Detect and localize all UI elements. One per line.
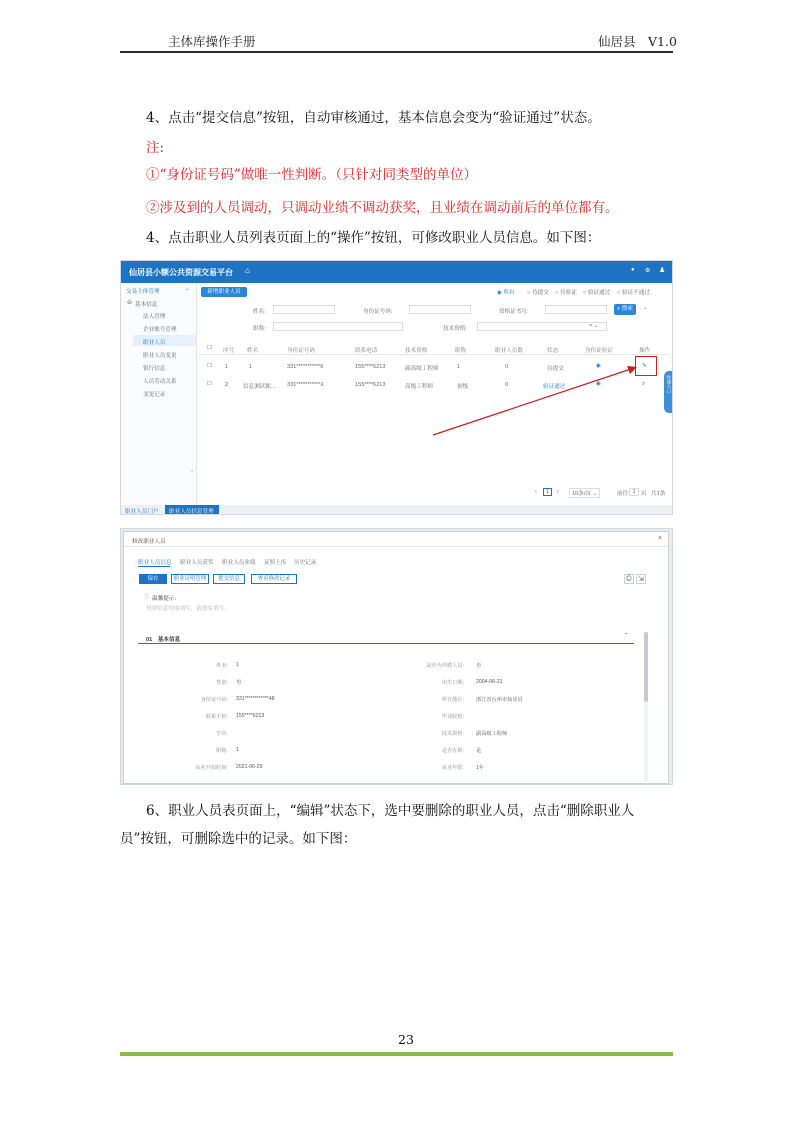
field-phone-value: 155****6213 — [236, 713, 265, 719]
field-education-label: 学历: — [216, 731, 228, 737]
verify-eye-icon[interactable]: ◉ — [596, 381, 601, 387]
app-title: 仙居县小额公共资源交易平台 — [129, 268, 233, 277]
page-unit: 页 — [641, 491, 647, 497]
filter-all-radio[interactable]: ◉ 所有 — [497, 290, 515, 296]
add-person-button[interactable]: 新增职业人员 — [201, 287, 247, 297]
filter-fail-radio[interactable]: ○ 验证不通过 — [617, 290, 650, 296]
pagination — [535, 488, 671, 499]
verify-eye-icon[interactable]: ◉ — [596, 363, 601, 369]
expand-chevron-icon[interactable]: ⌄ — [643, 305, 648, 311]
row-phone: 155****6213 — [355, 382, 386, 388]
tech-label: 技术资格: — [443, 326, 467, 332]
field-school-label: 毕业院校: — [441, 714, 464, 720]
field-birth-label: 出生日期: — [441, 680, 464, 686]
tab-person-manage-label: 职业人员信息管理 — [169, 509, 214, 515]
field-external-value: 否 — [476, 663, 482, 669]
header-version: 仙居县 V1.0 — [598, 34, 677, 49]
tip-text: 每项信息均需填写，请按实填写。 — [146, 606, 230, 612]
page-number: 23 — [398, 1032, 414, 1047]
field-title-value: 1 — [236, 747, 239, 753]
field-start-label: 从业开始时间: — [195, 765, 228, 771]
paragraph-delete-line2: 员”按钮，可删除选中的记录。如下图： — [120, 831, 357, 847]
col-status: 状态 — [547, 348, 559, 354]
tip-title: 温馨提示： — [152, 596, 180, 602]
name-label: 姓名: — [253, 309, 266, 315]
note-heading: 注: — [146, 140, 165, 156]
bell-icon[interactable]: ● — [631, 267, 635, 273]
bottom-tabbar — [121, 505, 673, 515]
collapse-handle-icon[interactable]: ◦ — [191, 469, 194, 475]
row-status: 验证通过 — [543, 384, 566, 390]
field-phone-label: 联系手机: — [205, 714, 228, 720]
save-button[interactable]: 保存 — [139, 574, 167, 584]
collapse-icon[interactable]: ⌃ — [624, 633, 629, 639]
tab-person-portal[interactable]: 职业人员门户 — [125, 509, 159, 515]
filter-fail-label: 验证不通过 — [621, 290, 650, 296]
per-page-label: 10条/页 — [572, 491, 591, 497]
field-gender-label: 性别: — [216, 680, 228, 686]
view-icon[interactable]: ⌕ — [642, 381, 646, 387]
field-external-label: 是否为外聘人员: — [426, 663, 464, 669]
edit-dialog — [123, 531, 669, 784]
header-title: 主体库操作手册 — [168, 34, 256, 49]
search-button[interactable]: ⌕ 搜索 — [614, 304, 636, 315]
row-checkbox[interactable]: ☐ — [207, 363, 213, 369]
sidebar-item-bank[interactable]: 银行信息 — [143, 366, 166, 372]
id-label: 身份证号码: — [363, 309, 393, 315]
row-idcard: 331***********X — [287, 382, 325, 388]
note-item-1: ①“身份证号码”做唯一性判断。（只针对同类型的单位） — [146, 167, 478, 183]
col-count: 职业人员数 — [495, 348, 523, 354]
group-icon: ⊖ — [127, 300, 133, 306]
field-region-label: 所在地区: — [441, 697, 464, 703]
goto-input[interactable]: 1 — [629, 488, 639, 496]
qual-label: 资格证书号: — [499, 309, 529, 315]
tab-performance[interactable]: 职业人员业绩 — [222, 560, 256, 566]
paragraph-submit: 4、点击“提交信息”按钮，自动审核通过，基本信息会变为“验证通过”状态。 — [146, 110, 601, 126]
filter-all-label: 所有 — [503, 290, 515, 296]
row-count: 0 — [505, 364, 509, 370]
screenshot-person-list — [120, 260, 673, 515]
sidebar-item-change[interactable]: 职业人员变更 — [143, 353, 177, 359]
tab-person-manage[interactable] — [165, 505, 219, 515]
quick-entry-label: 快速入口 — [666, 375, 672, 394]
search-button-label: 搜索 — [621, 306, 633, 312]
row-count: 0 — [505, 382, 509, 388]
note-item-2: ②涉及到的人员调动，只调动业绩不调动获奖，且业绩在调动前后的单位都有。 — [146, 200, 619, 216]
filter-draft-label: 待提交 — [531, 290, 549, 296]
col-title: 职称 — [455, 348, 467, 354]
row-tech: 副高级工程师 — [405, 366, 439, 372]
tip-bulb-icon: ♡ — [144, 594, 150, 600]
edit-icon[interactable]: ✎ — [642, 363, 647, 369]
field-title-label: 职称: — [216, 748, 228, 754]
certificate-manage-button[interactable]: 职业证明管理 — [171, 574, 209, 584]
clear-icon[interactable]: × ⌄ — [589, 323, 599, 329]
row-idcard: 331***********6 — [287, 364, 324, 370]
sidebar-item-record[interactable]: 变更记录 — [143, 392, 166, 398]
sidebar-item-legal[interactable]: 法人管理 — [143, 314, 166, 320]
field-years-value: 1年 — [476, 765, 485, 771]
settings-icon[interactable]: ⚙ — [645, 268, 651, 274]
per-page-select[interactable]: 10条/页 ⌄ — [569, 488, 600, 498]
field-idcard-value: 331************48 — [236, 696, 275, 702]
row-phone: 155****6213 — [355, 364, 386, 370]
tab-history[interactable]: 历史记录 — [294, 560, 317, 566]
row-title: 初级 — [457, 384, 469, 390]
paragraph-delete-line1: 6、职业人员表页面上，“编辑”状态下，选中要删除的职业人员，点击“删除职业人 — [146, 803, 635, 819]
field-idcard-label: 身份证号码: — [200, 697, 228, 703]
page-number[interactable]: 1 — [543, 488, 552, 496]
col-phone: 联系电话 — [355, 348, 378, 354]
col-idcard: 身份证号码 — [287, 348, 315, 354]
submit-info-button[interactable]: 提交信息 — [213, 574, 245, 584]
field-name-label: 姓名: — [216, 663, 228, 669]
row-index: 2 — [225, 382, 229, 388]
footer-rule — [120, 1052, 673, 1056]
filter-pending-label: 待验证 — [559, 290, 577, 296]
active-tab-underline — [138, 566, 170, 567]
field-employed-value: 是 — [476, 748, 482, 754]
screenshot-edit-dialog — [120, 528, 673, 785]
field-region-value: 浙江省台州市仙居县 — [476, 697, 523, 703]
col-name: 姓名 — [247, 348, 259, 354]
col-action: 操作 — [639, 348, 651, 354]
select-all-checkbox[interactable]: ☐ — [207, 345, 213, 351]
field-employed-label: 是否在职: — [441, 748, 464, 754]
dialog-title: 修改职业人员 — [132, 539, 166, 545]
field-birth-value: 2004-06-21 — [476, 679, 503, 685]
close-icon[interactable]: × — [658, 535, 663, 542]
chevron-down-icon: ⌄ — [185, 286, 190, 292]
row-checkbox[interactable]: ☐ — [207, 381, 213, 387]
sidebar-item-labor[interactable]: 人员劳动关系 — [143, 379, 177, 385]
prev-page-icon[interactable]: ‹ — [535, 489, 537, 495]
quick-entry-tab[interactable] — [664, 371, 673, 413]
filter-pending-radio[interactable]: ○ 待验证 — [555, 290, 577, 296]
print-icon[interactable]: ⎙ — [626, 575, 632, 582]
col-tech: 技术资格 — [405, 348, 428, 354]
total-count: 共1条 — [651, 491, 666, 497]
sidebar-item-person[interactable]: 职业人员 — [143, 340, 166, 346]
field-start-value: 2021-06-29 — [236, 764, 263, 770]
row-title: 1 — [457, 364, 461, 370]
row-tech: 高级工程师 — [405, 384, 433, 390]
field-tech-label: 技术资格: — [441, 731, 464, 737]
scrollbar-thumb[interactable] — [644, 632, 648, 702]
next-page-icon[interactable]: › — [557, 489, 559, 495]
col-index: 序号 — [223, 348, 235, 354]
tab-license-upload[interactable]: 证照上传 — [264, 560, 287, 566]
user-icon[interactable]: ♟ — [659, 267, 666, 274]
sidebar-group[interactable]: 基本信息 — [135, 302, 158, 308]
tab-awards[interactable]: 职业人员获奖 — [180, 560, 214, 566]
row-name: 1 — [249, 364, 253, 370]
dialog-header — [124, 532, 668, 547]
section-title: 01 基本信息 — [146, 637, 181, 643]
col-verify: 身份证验证 — [585, 348, 613, 354]
export-icon[interactable]: ⇲ — [638, 576, 644, 583]
scrollbar[interactable] — [644, 632, 648, 782]
annotation-arrow — [121, 261, 673, 515]
view-changes-button[interactable]: 查看修改记录 — [251, 574, 297, 584]
field-years-label: 从业年限: — [441, 765, 464, 771]
sidebar-item-account[interactable]: 企业账号管理 — [143, 327, 177, 333]
filter-draft-radio[interactable]: ○ 待提交 — [527, 290, 549, 296]
header-rule — [120, 51, 673, 53]
field-name-value: 1 — [236, 662, 239, 668]
field-gender-value: 男 — [236, 680, 242, 686]
title-label: 职称: — [253, 326, 266, 332]
sidebar-menu[interactable]: 交易主体管理 — [126, 289, 160, 295]
section-basic-info[interactable] — [138, 632, 634, 644]
filter-pass-radio[interactable]: ○ 验证通过 — [583, 290, 611, 296]
paragraph-edit: 4、点击职业人员列表页面上的“操作”按钮，可修改职业人员信息。如下图： — [146, 230, 601, 246]
row-status: 待提交 — [547, 366, 564, 372]
row-index: 1 — [225, 364, 229, 370]
home-icon[interactable]: ⌂ — [245, 266, 250, 275]
tab-basic-info[interactable]: 职业人员信息 — [138, 560, 172, 566]
goto-label: 前往 — [617, 491, 629, 497]
row-name: 信息测试账... — [243, 384, 276, 390]
field-tech-value: 副高级工程师 — [476, 731, 508, 737]
filter-pass-label: 验证通过 — [587, 290, 611, 296]
